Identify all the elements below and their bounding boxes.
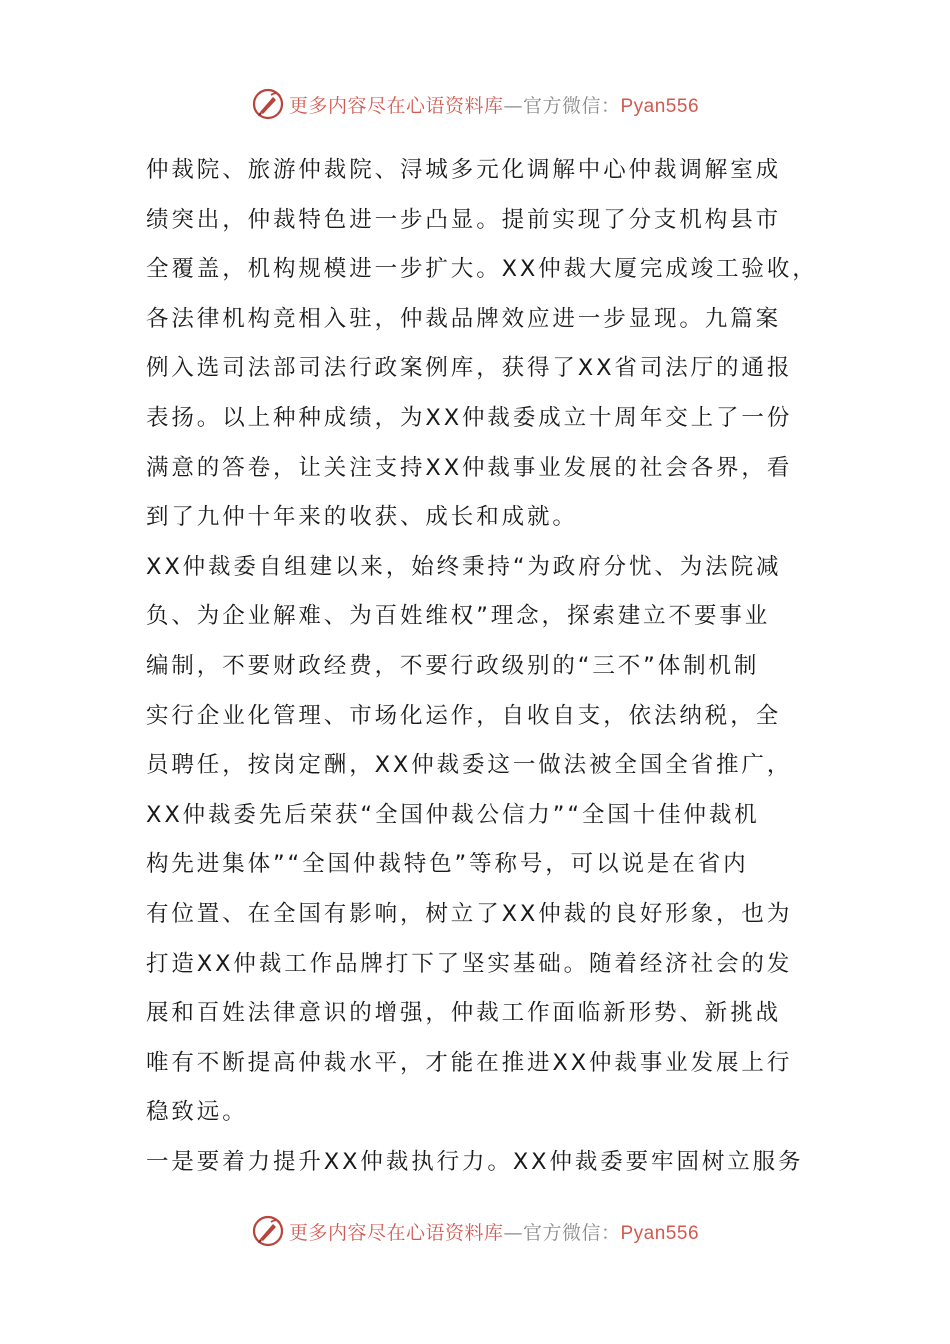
header-wechat-id: Pyan556 (620, 95, 700, 117)
text-line: 例入选司法部司法行政案例库，获得了XX省司法厅的通报 (146, 355, 793, 382)
text-line: XX仲裁委先后荣获“全国仲裁公信力”“全国十佳仲裁机 (146, 801, 760, 828)
text-line: 展和百姓法律意识的增强，仲裁工作面临新形势、新挑战 (146, 1000, 782, 1027)
text-line: 仲裁院、旅游仲裁院、浔城多元化调解中心仲裁调解室成 (146, 157, 782, 183)
paragraph-2 (146, 543, 818, 1138)
text-line: 到了九仲十年来的收获、成长和成就。 (146, 504, 578, 531)
text-line: 唯有不断提高仲裁水平，才能在推进XX仲裁事业发展上行 (146, 1049, 793, 1076)
text-line: 绩突出，仲裁特色进一步凸显。提前实现了分支机构县市 (146, 206, 782, 233)
footer-dash: — (503, 1221, 523, 1244)
footer-banner (0, 1211, 950, 1251)
text-line: XX仲裁委自组建以来，始终秉持“为政府分忧、为法院减 (146, 553, 782, 580)
text-line: 稳致远。 (146, 1099, 248, 1126)
header-wechat-label: 官方微信： (522, 94, 621, 117)
paragraph-1 (146, 146, 818, 543)
text-line: 编制，不要财政经费，不要行政级别的“三不”体制机制 (146, 652, 760, 679)
text-line: 构先进集体”“全国仲裁特色”等称号，可以说是在省内 (146, 851, 749, 878)
text-line: 一是要着力提升XX仲裁执行力。XX仲裁委要牢固树立服务 (146, 1148, 804, 1175)
text-line: 打造XX仲裁工作品牌打下了坚实基础。随着经济社会的发 (146, 950, 793, 977)
text-line: 员聘任，按岗定酬，XX仲裁委这一做法被全国全省推广， (146, 752, 793, 779)
footer-wechat-id: Pyan556 (620, 1222, 700, 1244)
text-line: 实行企业化管理、市场化运作，自收自支，依法纳税，全 (146, 702, 782, 729)
paragraph-3 (146, 1138, 818, 1188)
header-dash: — (503, 94, 523, 117)
header-banner (0, 84, 950, 124)
header-brand: 更多内容尽在心语资料库 (288, 94, 504, 117)
document-body (146, 146, 818, 1187)
footer-brand: 更多内容尽在心语资料库 (288, 1221, 504, 1244)
text-line: 全覆盖，机构规模进一步扩大。XX仲裁大厦完成竣工验收， (146, 256, 818, 283)
text-line: 有位置、在全国有影响，树立了XX仲裁的良好形象，也为 (146, 900, 793, 927)
header-text (289, 91, 699, 118)
text-line: 表扬。以上种种成绩，为XX仲裁委成立十周年交上了一份 (146, 404, 793, 431)
text-line: 各法律机构竞相入驻，仲裁品牌效应进一步显现。九篇案 (146, 305, 782, 332)
text-line: 满意的答卷，让关注支持XX仲裁事业发展的社会各界，看 (146, 454, 793, 481)
footer-wechat-label: 官方微信： (522, 1221, 621, 1244)
footer-text (289, 1218, 699, 1245)
pen-logo-icon (251, 87, 285, 121)
text-line: 负、为企业解难、为百姓维权”理念，探索建立不要事业 (146, 603, 771, 630)
pen-logo-icon (251, 1214, 285, 1248)
